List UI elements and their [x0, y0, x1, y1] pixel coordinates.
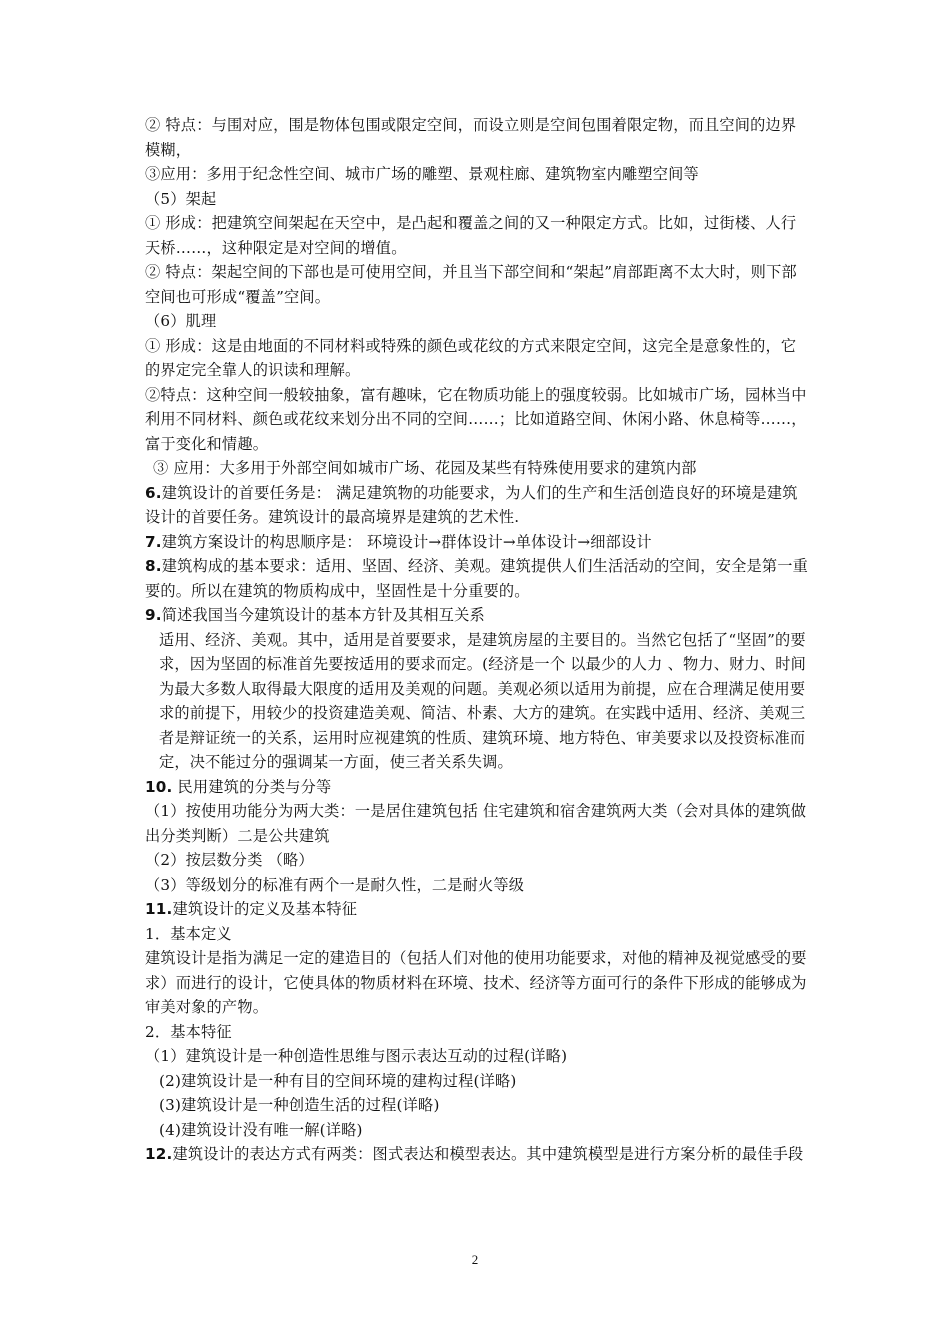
question-number: 11. — [145, 900, 173, 918]
paragraph: ③应用：多用于纪念性空间、城市广场的雕塑、景观柱廊、建筑物室内雕塑空间等 — [145, 165, 699, 183]
subheading: （5）架起 — [145, 189, 217, 208]
question-number: 10. — [145, 777, 173, 796]
paragraph: ① 形成：这是由地面的不同材料或特殊的颜色或花纹的方式来限定空间，这完全是意象性的，它的界定完全靠人的识读和理解。 — [145, 336, 797, 379]
page-number: 2 — [471, 1252, 479, 1267]
question-10-heading: 10. 民用建筑的分类与分等 — [145, 777, 332, 796]
list-item: （1）建筑设计是一种创造性思维与图示表达互动的过程(详略) — [145, 1047, 568, 1065]
subheading: 2．基本特征 — [145, 1022, 232, 1041]
paragraph: ② 特点：架起空间的下部也是可使用空间，并且当下部空间和“架起”肩部距离不太大时，则下部空间也可形成“覆盖”空间。 — [145, 263, 797, 306]
question-number: 12. — [145, 1145, 173, 1163]
question-number: 6. — [145, 483, 162, 502]
question-number: 9. — [145, 606, 162, 624]
list-item: （1）按使用功能分为两大类：一是居住建筑包括 住宅建筑和宿舍建筑两大类（会对具体的建筑做出分类判断）二是公共建筑 — [145, 802, 807, 845]
paragraph: ③ 应用：大多用于外部空间如城市广场、花园及某些有特殊使用要求的建筑内部 — [153, 459, 697, 477]
question-6: 6.建筑设计的首要任务是： 满足建筑物的功能要求，为人们的生产和生活创造良好的环境是建筑设计的首要任务。建筑设计的最高境界是建筑的艺术性. — [145, 483, 798, 526]
question-number: 8. — [145, 557, 162, 575]
question-11-heading: 11.建筑设计的定义及基本特征 — [145, 900, 358, 918]
list-item: (4)建筑设计没有唯一解(详略) — [159, 1120, 363, 1139]
question-9-body: 适用、经济、美观。其中，适用是首要要求，是建筑房屋的主要目的。当然它包括了“坚固”的要求，因为坚固的标准首先要按适用的要求而定。(经济是一个 以最少的人力 、物力、财力、时间为最大多数人取得最大限度的适用及美观的问题。美观必须以适用为前提，应在合理满足使用要求的前提下，用较少的投资建造美观、简洁、朴素、大方的建筑。在实践中适用、经济、美观三者是辩证统一的关系，运用时应视建筑的性质、建筑环境、地方特色、审美要求以及投资标准而定，决不能过分的强调某一方面，使三者关系失调。 — [159, 630, 807, 771]
subheading: （6）肌理 — [145, 312, 217, 330]
page-body — [145, 113, 810, 1167]
question-7: 7.建筑方案设计的构思顺序是： 环境设计→群体设计→单体设计→细部设计 — [145, 532, 652, 551]
question-8: 8.建筑构成的基本要求：适用、坚固、经济、美观。建筑提供人们生活活动的空间，安全是第一重要的。所以在建筑的物质构成中，坚固性是十分重要的。 — [145, 557, 809, 600]
list-item: （3）等级划分的标准有两个一是耐久性，二是耐火等级 — [145, 875, 525, 894]
question-12: 12.建筑设计的表达方式有两类：图式表达和模型表达。其中建筑模型是进行方案分析的最佳手段 — [145, 1145, 804, 1163]
question-9-heading: 9.简述我国当今建筑设计的基本方针及其相互关系 — [145, 606, 485, 624]
list-item: (3)建筑设计是一种创造生活的过程(详略) — [159, 1096, 440, 1114]
paragraph: 建筑设计是指为满足一定的建造目的（包括人们对他的使用功能要求，对他的精神及视觉感受的要求）而进行的设计，它使具体的物质材料在环境、技术、经济等方面可行的条件下形成的能够成为审美对象的产物。 — [145, 949, 807, 1016]
question-number: 7. — [145, 532, 162, 551]
paragraph: ① 形成：把建筑空间架起在天空中，是凸起和覆盖之间的又一种限定方式。比如，过街楼、人行天桥……，这种限定是对空间的增值。 — [145, 214, 797, 257]
list-item: (2)建筑设计是一种有目的空间环境的建构过程(详略) — [159, 1071, 517, 1090]
paragraph: ② 特点：与围对应，围是物体包围或限定空间，而设立则是空间包围着限定物，而且空间的边界模糊， — [145, 116, 797, 159]
subheading: 1．基本定义 — [145, 924, 232, 943]
paragraph: ②特点：这种空间一般较抽象，富有趣味，它在物质功能上的强度较弱。比如城市广场，园林当中利用不同材料、颜色或花纹来划分出不同的空间……；比如道路空间、休闲小路、休息椅等……，富于变化和情趣。 — [145, 385, 807, 453]
list-item: （2）按层数分类 （略） — [145, 851, 314, 869]
